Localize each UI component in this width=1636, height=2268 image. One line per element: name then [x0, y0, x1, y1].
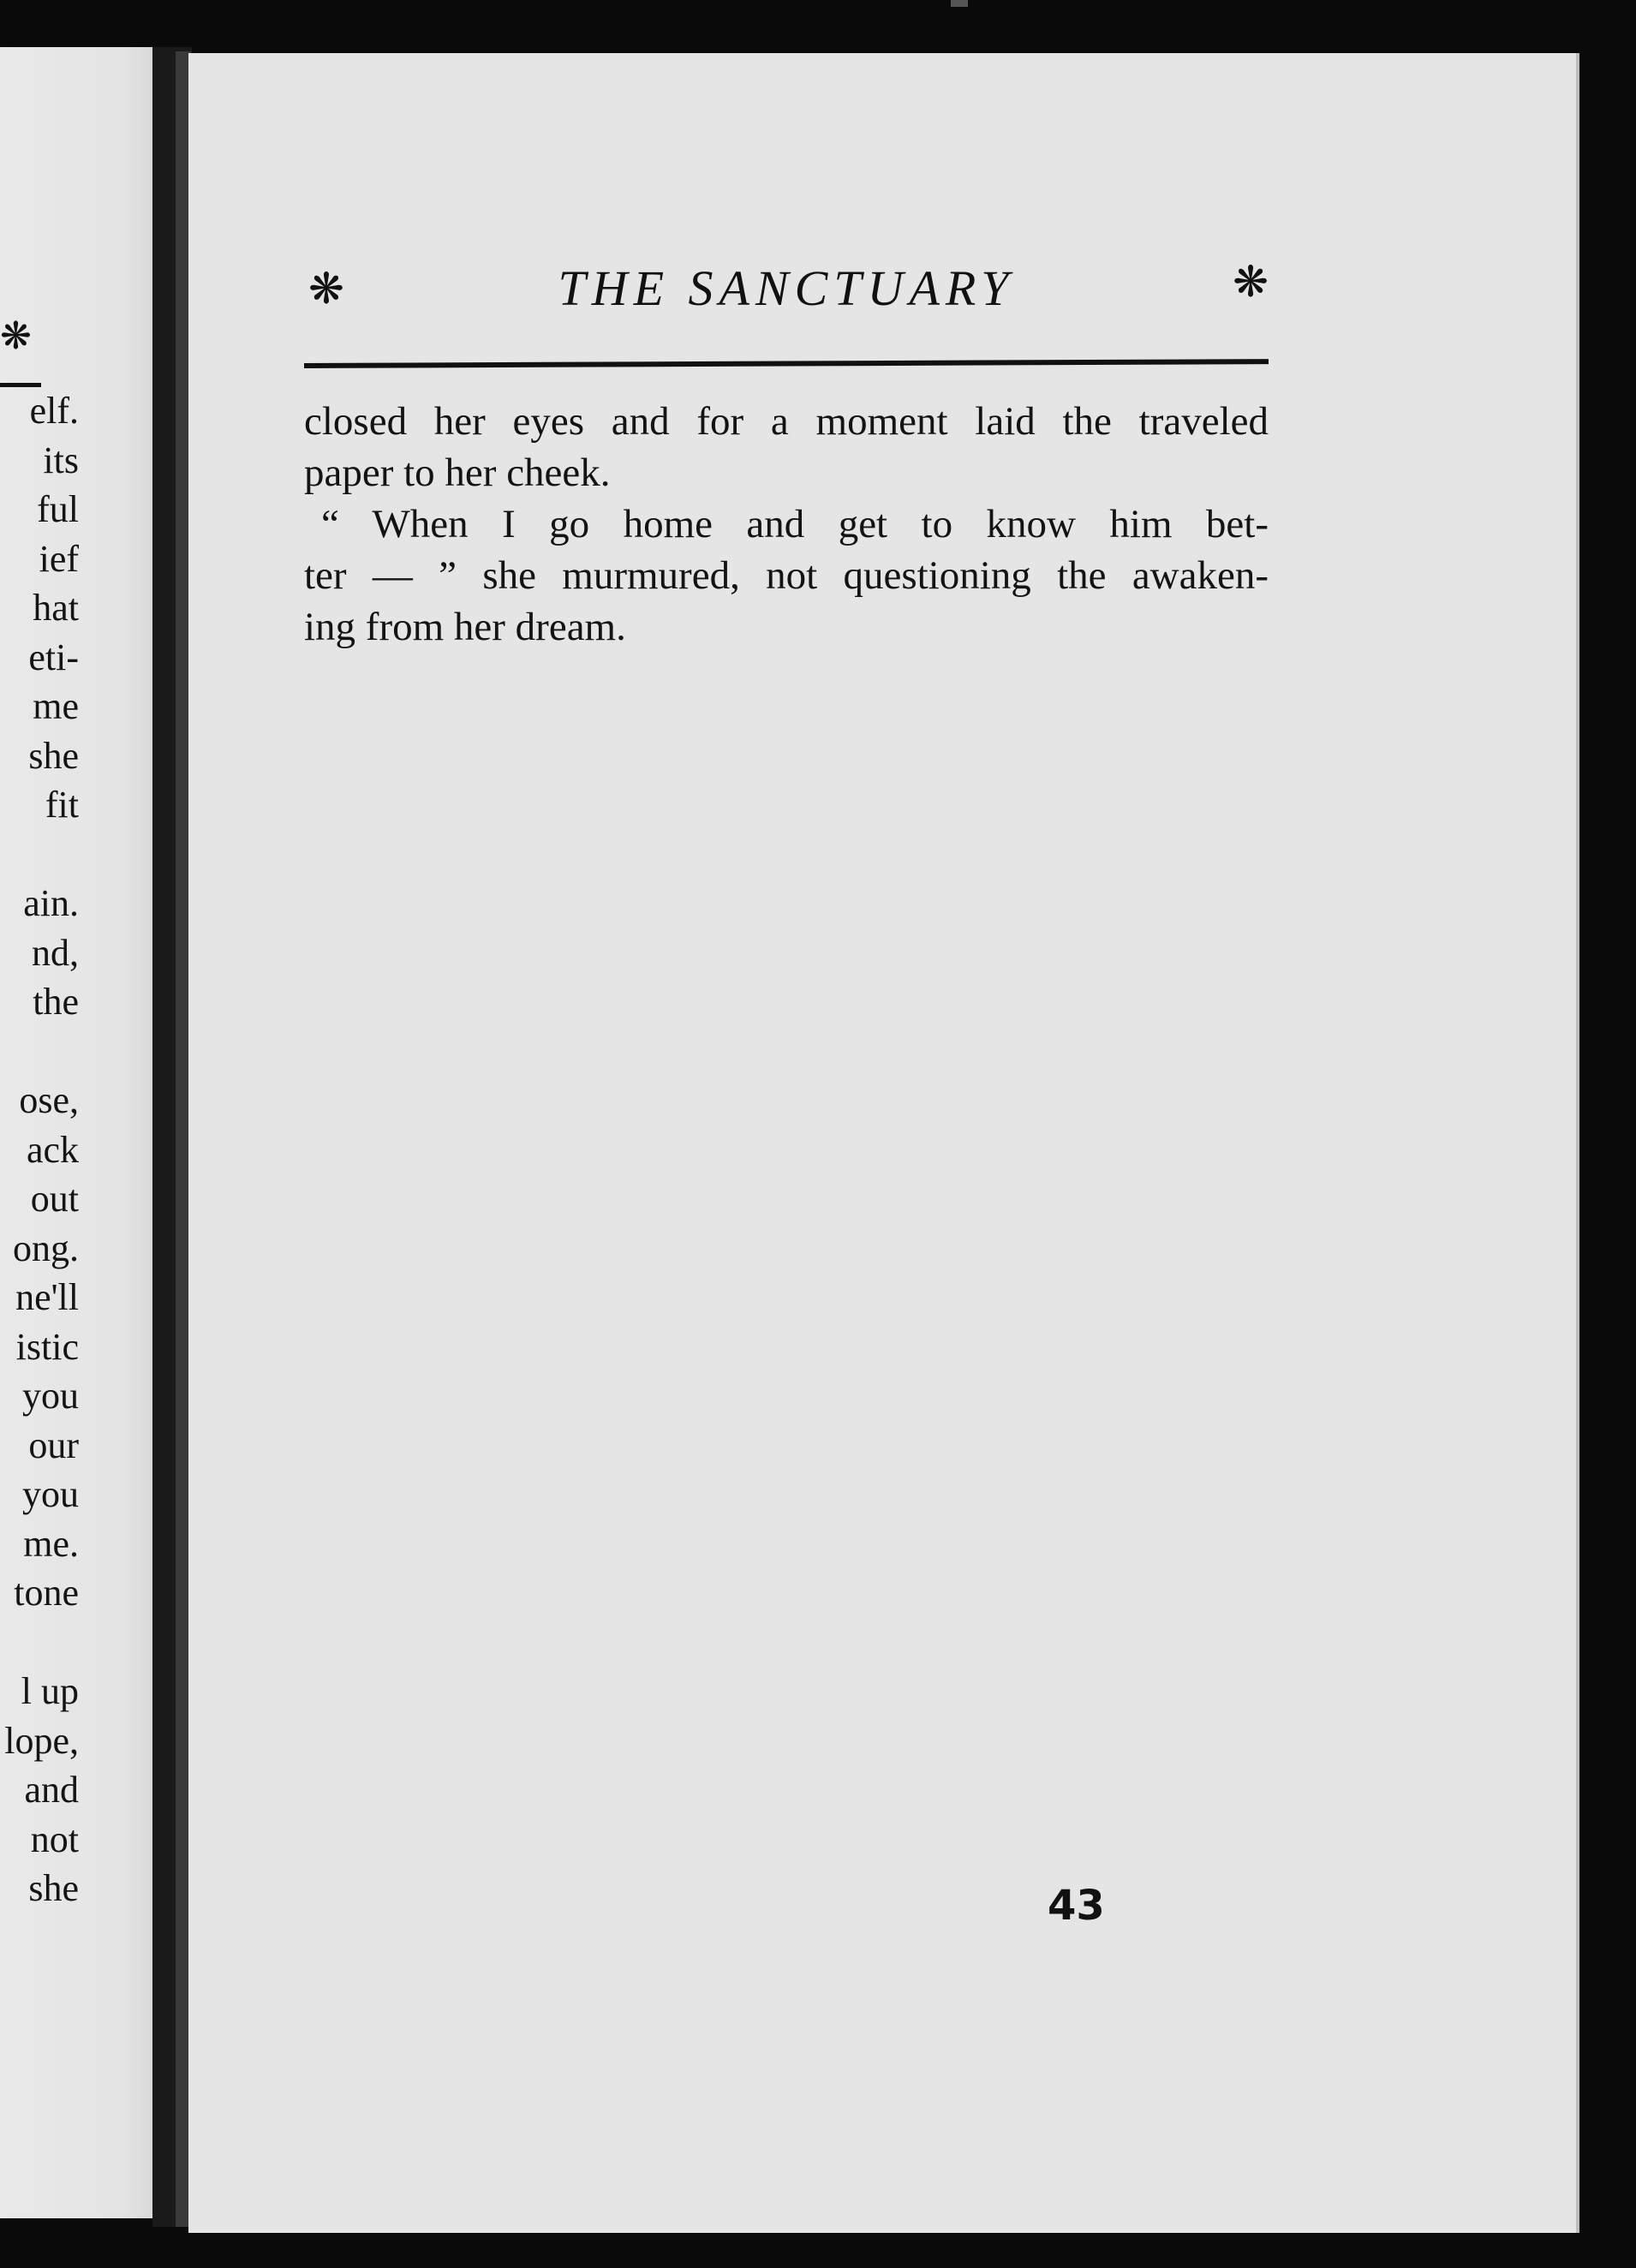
left-page-line: ose,	[19, 1079, 79, 1121]
left-page-line: you	[22, 1375, 79, 1417]
left-page-line: l up	[21, 1670, 79, 1712]
text-line: ing from her dream.	[304, 605, 626, 649]
text-line: “ When I go home and get to know him bet-	[321, 502, 1269, 546]
left-page-line: our	[28, 1424, 79, 1466]
left-page-line: ack	[26, 1129, 79, 1171]
left-page-line: elf.	[29, 390, 79, 432]
left-page-line: lope,	[4, 1720, 79, 1762]
left-page-line: hat	[33, 587, 79, 629]
asterism-ornament-icon: ❋	[308, 264, 344, 313]
left-page-line: tone	[14, 1572, 79, 1614]
left-page-line: nd,	[32, 932, 79, 974]
left-page-text-column	[0, 47, 79, 2218]
left-page-line: ief	[39, 538, 79, 580]
left-page-line: ne'll	[15, 1276, 79, 1318]
text-line: ter — ” she murmured, not questioning the awaken-	[304, 553, 1269, 598]
left-page-line: ain.	[23, 882, 79, 924]
left-page-line: she	[28, 1867, 79, 1909]
left-page-line: its	[43, 439, 79, 481]
left-page-line: not	[30, 1818, 79, 1860]
left-page-line: ful	[37, 488, 79, 530]
left-page-line: ong.	[13, 1227, 79, 1269]
asterism-ornament-icon: ❋	[1233, 257, 1269, 307]
left-facing-page	[0, 47, 176, 2218]
left-page-line: eti-	[28, 636, 79, 678]
scan-speck	[951, 0, 968, 7]
page-number: 43	[1048, 1882, 1105, 1930]
left-page-line: me.	[23, 1523, 79, 1565]
left-page-line: you	[22, 1473, 79, 1515]
left-page-line: out	[30, 1178, 79, 1220]
running-title: THE SANCTUARY	[558, 260, 1015, 316]
left-page-line: fit	[45, 784, 79, 826]
running-header	[304, 246, 1269, 331]
left-page-line: and	[24, 1769, 79, 1811]
text-line: closed her eyes and for a moment laid the traveled	[304, 399, 1269, 444]
text-line: paper to her cheek.	[304, 451, 611, 495]
left-page-line: me	[33, 685, 79, 727]
left-page-ornament-icon: ❋	[0, 314, 32, 358]
left-page-line: she	[28, 735, 79, 777]
body-text	[304, 396, 1269, 653]
left-page-line: istic	[15, 1326, 79, 1368]
header-rule	[304, 359, 1269, 368]
left-page-line: the	[33, 981, 79, 1023]
right-page	[188, 53, 1579, 2233]
